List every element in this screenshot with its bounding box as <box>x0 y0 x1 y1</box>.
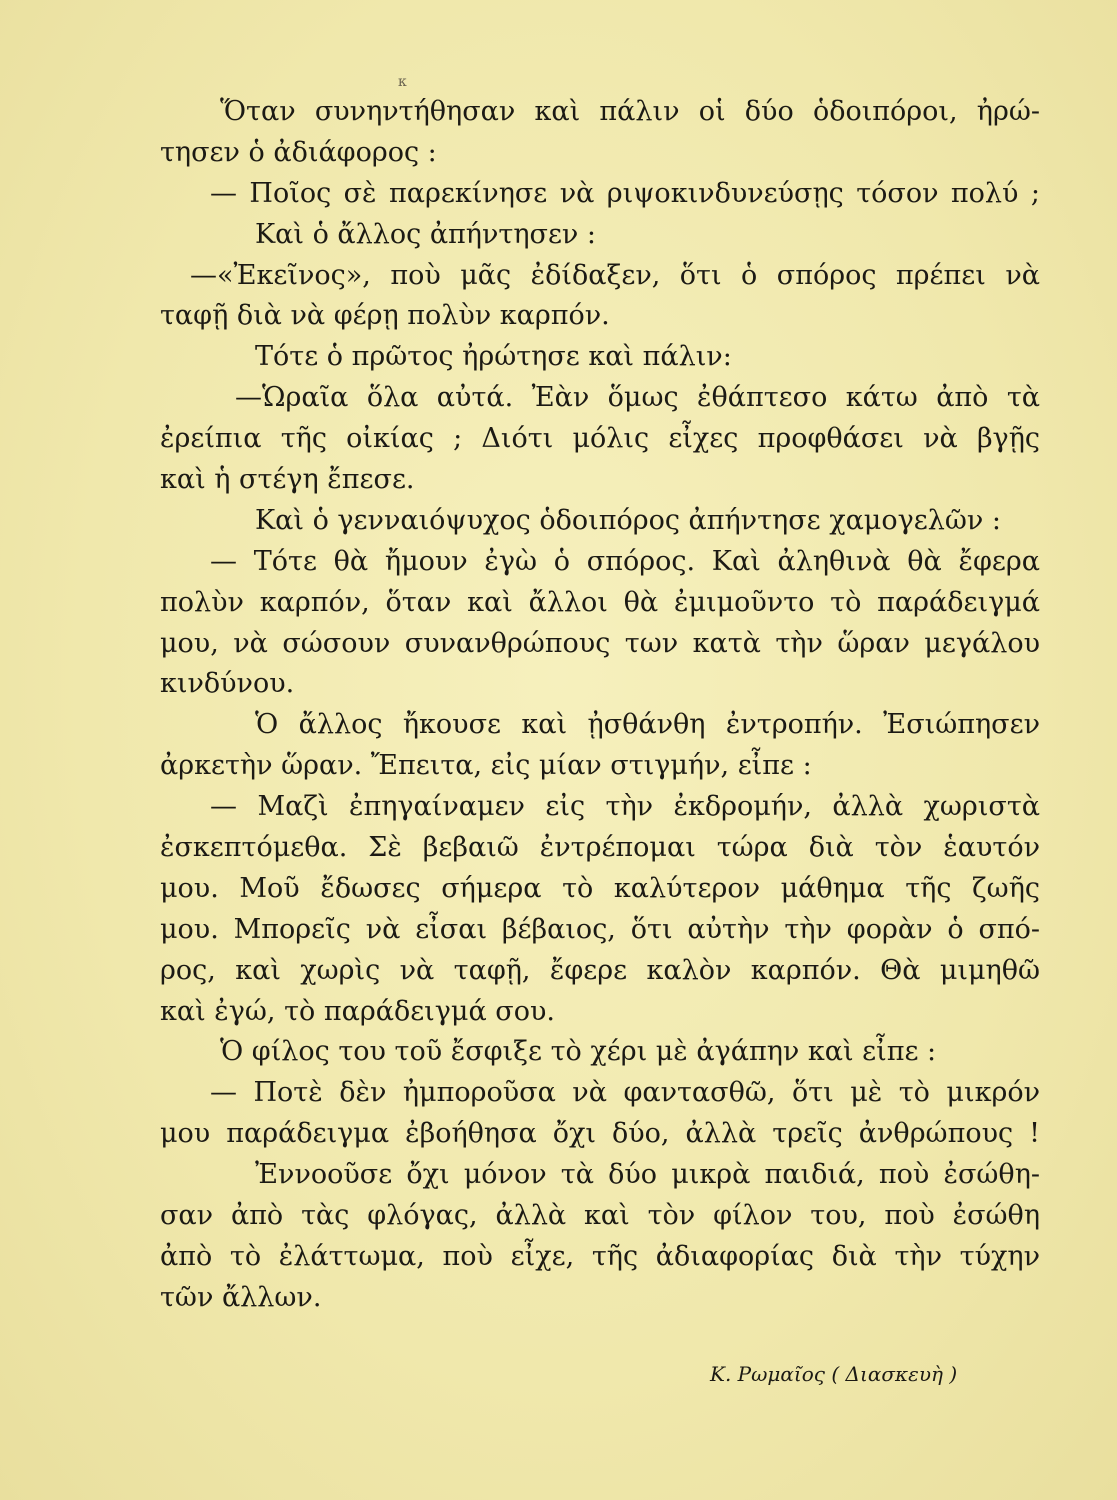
text-line: Καὶ ὁ ἄλλος ἀπήντησεν : <box>255 218 597 250</box>
text-line: Ὅταν συνηντήθησαν καὶ πάλιν οἱ δύο ὁδοιπόροι, ἠρώ- <box>220 96 1040 127</box>
text-line: ἐσκεπτόμεθα. Σὲ βεβαιῶ ἐντρέπομαι τώρα διὰ τὸν ἑαυτόν <box>160 832 1040 864</box>
text-line: τῶν ἄλλων. <box>160 1281 322 1313</box>
text-line: Τότε ὁ πρῶτος ἠρώτησε καὶ πάλιν: <box>255 341 732 373</box>
text-line: καὶ ἐγώ, τὸ παράδειγμά σου. <box>160 995 555 1027</box>
text-line: — Τότε θὰ ἤμουν ἐγὼ ὁ σπόρος. Καὶ ἀληθινὰ θὰ ἔφερα <box>210 545 1040 577</box>
text-line: — Ποτὲ δὲν ἠμποροῦσα νὰ φαντασθῶ, ὅτι μὲ τὸ μικρόν <box>210 1077 1040 1109</box>
text-line: ἀπὸ τὸ ἐλάττωμα, ποὺ εἶχε, τῆς ἀδιαφορίας διὰ τὴν τύχην <box>160 1240 1040 1272</box>
text-line: —Ὡραῖα ὅλα αὐτά. Ἐὰν ὅμως ἐθάπτεσο κάτω ἀπὸ τὰ <box>235 382 1040 414</box>
text-line: σαν ἀπὸ τὰς φλόγας, ἀλλὰ καὶ τὸν φίλον του, ποὺ ἐσώθη <box>160 1200 1040 1232</box>
author-signature: Κ. Ρωμαῖος ( Διασκευὴ ) <box>710 1362 958 1386</box>
text-line: ἀρκετὴν ὥραν. Ἔπειτα, εἰς μίαν στιγμήν, εἶπε : <box>160 750 812 782</box>
text-line: —«Ἐκεῖνος», ποὺ μᾶς ἐδίδαξεν, ὅτι ὁ σπόρος πρέπει νὰ <box>190 259 1040 291</box>
text-line: Ἐννοοῦσε ὄχι μόνον τὰ δύο μικρὰ παιδιά, ποὺ ἐσώθη- <box>255 1159 1040 1191</box>
text-line: ἐρείπια τῆς οἰκίας ; Διότι μόλις εἶχες προφθάσει νὰ βγῇς <box>160 423 1040 455</box>
text-line: ρος, καὶ χωρὶς νὰ ταφῇ, ἔφερε καλὸν καρπόν. Θὰ μιμηθῶ <box>160 954 1040 986</box>
text-line: πολὺν καρπόν, ὅταν καὶ ἄλλοι θὰ ἐμιμοῦντο τὸ παράδειγμά <box>160 586 1040 618</box>
text-line: τησεν ὁ ἀδιάφορος : <box>160 136 437 168</box>
story-text <box>160 92 1040 1319</box>
page-mark: κ <box>398 74 407 90</box>
text-line: καὶ ἡ στέγη ἔπεσε. <box>160 464 415 496</box>
text-line: μου παράδειγμα ἐβοήθησα ὄχι δύο, ἀλλὰ τρεῖς ἀνθρώπους ! <box>160 1118 1040 1150</box>
text-line: Ὁ ἄλλος ἤκουσε καὶ ᾐσθάνθη ἐντροπήν. Ἐσιώπησεν <box>255 709 1040 741</box>
text-line: — Ποῖος σὲ παρεκίνησε νὰ ριψοκινδυνεύσῃς τόσον πολύ ; <box>210 177 1040 209</box>
text-line: Καὶ ὁ γενναιόψυχος ὁδοιπόρος ἀπήντησε χαμογελῶν : <box>255 504 1001 536</box>
text-line: μου. Μοῦ ἔδωσες σήμερα τὸ καλύτερον μάθημα τῆς ζωῆς <box>160 872 1040 904</box>
text-line: — Μαζὶ ἐπηγαίναμεν εἰς τὴν ἐκδρομήν, ἀλλὰ χωριστὰ <box>210 791 1040 823</box>
text-line: μου. Μπορεῖς νὰ εἶσαι βέβαιος, ὅτι αὐτὴν τὴν φορὰν ὁ σπό- <box>160 913 1040 945</box>
text-line: Ὁ φίλος του τοῦ ἔσφιξε τὸ χέρι μὲ ἀγάπην καὶ εἶπε : <box>220 1036 937 1068</box>
text-line: κινδύνου. <box>160 668 295 700</box>
text-line: μου, νὰ σώσουν συνανθρώπους των κατὰ τὴν ὥραν μεγάλου <box>160 627 1040 659</box>
text-line: ταφῇ διὰ νὰ φέρῃ πολὺν καρπόν. <box>160 300 610 332</box>
